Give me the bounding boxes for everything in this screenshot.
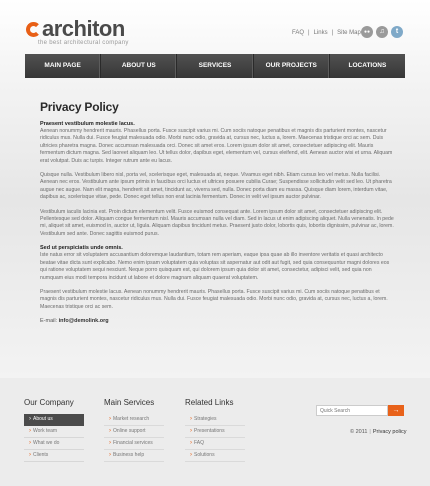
nav-main-page[interactable]: MAIN PAGE [25,54,101,78]
footer-link-label: Solutions [194,452,215,458]
footer-link-what-we-do[interactable] [24,438,84,450]
copyright [350,429,406,435]
footer-link-label: Presentations [194,428,225,434]
arrow-icon: › [190,452,192,458]
footer-col-title: Our Company [24,398,74,407]
arrow-icon: › [109,452,111,458]
top-link-faq[interactable]: FAQ [292,30,305,36]
footer-link-faq[interactable] [185,438,245,450]
page-title: Privacy Policy [40,100,119,114]
nav-locations[interactable]: LOCATIONS [348,62,387,69]
privacy-policy-link[interactable]: Privacy policy [372,429,407,435]
footer-link-business-help[interactable] [104,450,164,462]
arrow-icon: › [29,416,31,422]
logo[interactable] [26,18,129,46]
footer-link-label: Business help [113,452,145,458]
footer-link-market-research[interactable] [104,414,164,426]
footer-col-related-links [185,398,245,462]
top-link-separator: | [331,30,334,36]
arrow-icon: › [190,428,192,434]
top-link-separator: | [308,30,310,36]
footer-col-company [24,398,84,462]
nav-our-projects[interactable]: OUR PROJECTS [254,54,330,78]
section-heading: Sed ut perspiciatis unde omnis. [40,245,123,252]
arrow-icon: › [109,416,111,422]
footer-link-online-support[interactable] [104,426,164,438]
paragraph: Vestibulum iaculis lacinia est. Proin dictum elementum velit. Fusce euismod consequat ante. Lorem ipsum dolor sit amet, consectetuer adipiscing elit. Pellentesque sed dolor. Aliquam congue fermentum nisl. Mauris accumsan nulla vel diam. Sed in lacus ut enim adipiscing aliquet. Nulla venenatis. In pede mi, aliquet sit amet, euismod in, auctor ut, ligula. Aliquam dapibus tincidunt metus. Praesent justo dolor, lobortis quis, lobortis dignissim, pulvinar ac, lorem. Vestibulum sed ante. Donec sagittis euismod purus. [40,208,394,237]
arrow-icon: › [109,428,111,434]
logo-text: architon [42,16,125,41]
main-content [40,100,394,324]
footer-link-label: Financial services [113,440,153,446]
footer-link-strategies[interactable] [185,414,245,426]
top-links [290,30,363,36]
footer-link-label: Clients [33,452,49,458]
paragraph: Aenean nonummy hendrerit mauris. Phasellus porta. Fusce suscipit varius mi. Cum sociis natoque penatibus et magnis dis parturient montes, nascetur ridiculus mus. Nulla dui. Fusce feugiat malesuada odio. Morbi nunc odio, gravida at, cursus nec, luctus a, lorem. Maecenas tristique orci ac sem. Duis ultricies pharetra magna. Donec accumsan malesuada orci. Donec sit amet eros. Lorem ipsum dolor sit amet, consectetuer adipiscing elit. Mauris fermentum dictum magna. Sed laoreet aliquam leo. Ut tellus dolor, dapibus eget, elementum vel, cursus eleifend, elit. Aenean auctor wisi et urna. Aliquam erat volutpat. Duis ac turpis. Integer rutrum ante eu lacus. [40,128,393,164]
contact-email [40,318,394,324]
logo-wordmark [26,18,129,40]
footer-link-label: Strategies [194,416,217,422]
arrow-icon: › [190,416,192,422]
logo-tagline: the best architectural company [38,40,129,46]
footer-link-label: Market research [113,416,150,422]
email-link[interactable]: info@demolink.org [58,318,109,325]
logo-c-mark [26,22,41,37]
footer-col-title: Related Links [185,398,234,407]
paragraph: Quisque nulla. Vestibulum libero nisl, porta vel, scelerisque eget, malesuada at, neque. Vivamus eget nibh. Etiam cursus leo vel metus. Nulla facilisi. Aenean nec eros. Vestibulum ante ipsum primis in faucibus orci luctus et ultrices posuere cubilia Curae; Suspendisse sollicitudin velit sed leo. Ut pharetra augue nec augue. Nam elit magna, hendrerit sit amet, tincidunt ac, viverra sed, nulla. Donec porta diam eu massa. Quisque diam lorem, interdum vitae, dapibus ac, scelerisque vitae, pede. Donec eget tellus non erat lacinia fermentum. Donec in velit vel ipsum auctor pulvinar. [40,172,392,201]
footer-col-services [104,398,164,462]
arrow-icon: › [29,428,31,434]
paragraph: Praesent vestibulum molestie lacus. Aenean nonummy hendrerit mauris. Phasellus porta. Fusce suscipit varius mi. Cum sociis natoque penatibus et magnis dis parturient montes, nascetur ridiculus mus. Nulla dui. Fusce feugiat malesuada odio. Morbi nunc odio, gravida at, cursus nec, luctus a, lorem. Maecenas tristique orci ac sem. [40,288,388,310]
footer-link-presentations[interactable] [185,426,245,438]
top-link-sitemap[interactable]: Site Map [337,30,361,36]
arrow-icon: › [190,440,192,446]
email-label: E-mail: [40,318,58,325]
footer-link-financial-services[interactable] [104,438,164,450]
top-link-links[interactable]: Links [313,30,328,36]
nav-services[interactable]: SERVICES [177,54,253,78]
quick-search [316,405,404,416]
footer-link-label: Online support [113,428,146,434]
arrow-icon: › [109,440,111,446]
arrow-icon: › [29,440,31,446]
footer-col-title: Main Services [104,398,155,407]
footer-link-solutions[interactable] [185,450,245,462]
footer-link-clients[interactable] [24,450,84,462]
footer-link-label: What we do [33,440,60,446]
copyright-separator: | [369,429,371,435]
nav-about-us[interactable]: ABOUT US [101,54,177,78]
search-input[interactable] [316,405,388,416]
search-button[interactable]: → [388,405,404,416]
footer-link-label: Work team [33,428,58,434]
copyright-text: © 2011 [350,429,368,435]
twitter-icon[interactable]: t [391,26,403,38]
footer-link-label: FAQ [194,440,205,446]
footer-link-work-team[interactable] [24,426,84,438]
feed-icon[interactable]: ♫ [376,26,388,38]
arrow-icon: › [29,452,31,458]
section-heading: Praesent vestibulum molestie lacus. [40,121,135,127]
footer-link-about-us[interactable] [24,414,84,426]
paragraph: Iste natus error sit voluptatem accusantium doloremque laudantium, totam rem aperiam, eaque ipsa quae ab illo inventore veritatis et quasi architecto beatae vitae dicta sunt explicabo. Nemo enim ipsam voluptatem quia voluptas sit aspernatur aut odit aut fugit, sed quia consequuntur magni dolores eos qui ratione voluptatem sequi nesciunt. Neque porro quisquam est, qui dolorem ipsum quia dolor sit amet, consectetur, adipisci velit, sed quia non numquam eius modi tempora incidunt ut labore et dolore magnam aliquam quaerat voluptatem. [40,252,390,281]
social-icons [361,26,403,38]
flickr-icon[interactable]: ●● [361,26,373,38]
main-nav [25,54,405,78]
footer-link-label: About us [33,416,53,422]
